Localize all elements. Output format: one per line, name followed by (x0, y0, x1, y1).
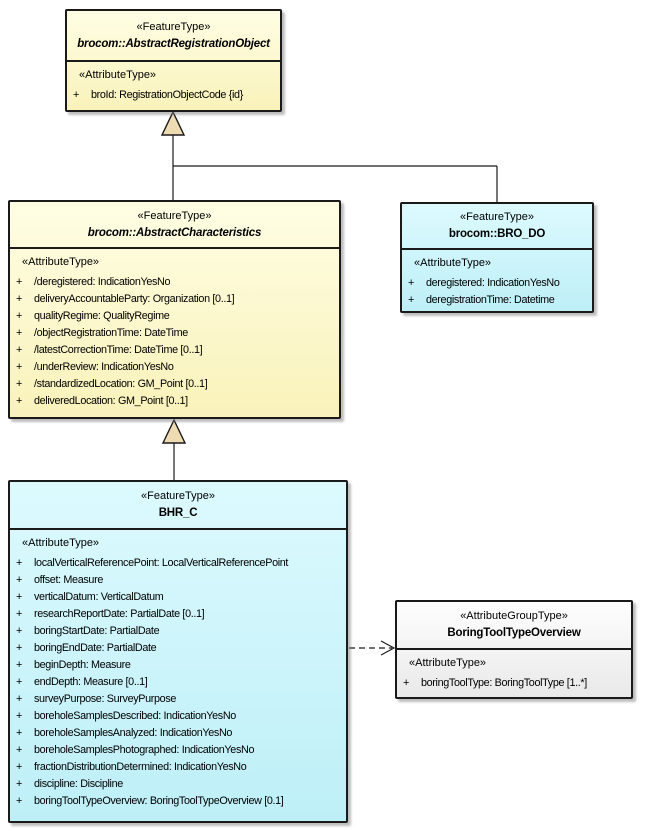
attribute-row (12, 555, 344, 572)
attribute-text: researchReportDate: PartialDate [0..1] (34, 608, 205, 620)
visibility-plus: + (408, 294, 415, 306)
class-name: BHR_C (158, 507, 198, 519)
attribute-row (12, 291, 337, 308)
class-boring-tool-type-overview[interactable] (395, 600, 633, 699)
attribute-list (12, 274, 337, 410)
attribute-text: /objectRegistrationTime: DateTime (34, 327, 188, 339)
class-stereotype: «FeatureType» (136, 20, 211, 33)
attribute-row (12, 793, 344, 810)
visibility-plus: + (408, 277, 415, 289)
visibility-plus: + (16, 574, 23, 586)
class-name: brocom::BRO_DO (448, 228, 546, 240)
generalization-triangle-icon (162, 112, 184, 135)
class-stereotype: «FeatureType» (460, 211, 534, 223)
attributes-compartment (10, 249, 339, 412)
attribute-row (12, 708, 344, 725)
attributes-compartment (10, 530, 346, 812)
attribute-text: qualityRegime: QualityRegime (34, 310, 170, 322)
class-abstract-registration-object[interactable] (65, 9, 282, 112)
class-stereotype: «FeatureType» (141, 490, 215, 502)
attribute-row (12, 342, 337, 359)
dependency-open-arrowhead-icon (381, 641, 394, 655)
visibility-plus: + (16, 778, 23, 790)
visibility-plus: + (16, 625, 23, 637)
visibility-plus: + (16, 361, 23, 373)
class-name: brocom::AbstractRegistrationObject (77, 37, 270, 50)
attributes-compartment (397, 650, 631, 694)
attribute-row (12, 274, 337, 291)
visibility-plus: + (16, 276, 23, 288)
visibility-plus: + (16, 693, 23, 705)
class-stereotype: «FeatureType» (137, 209, 212, 222)
attribute-row (12, 359, 337, 376)
attribute-list (12, 555, 344, 810)
visibility-plus: + (16, 293, 23, 305)
generalization-triangle-icon (163, 420, 185, 443)
visibility-plus: + (16, 795, 23, 807)
visibility-plus: + (16, 344, 23, 356)
attribute-list (399, 675, 629, 692)
attributes-compartment (67, 62, 280, 106)
visibility-plus: + (16, 378, 23, 390)
visibility-plus: + (16, 395, 23, 407)
class-stereotype: «AttributeGroupType» (460, 610, 568, 622)
class-header (67, 11, 280, 62)
class-header (402, 204, 592, 250)
attribute-row (399, 675, 629, 692)
attribute-text: endDepth: Measure [0..1] (34, 676, 148, 688)
attribute-text: offset: Measure (34, 574, 103, 586)
attribute-text: deregistrationTime: Datetime (426, 294, 555, 306)
class-abstract-characteristics[interactable] (8, 200, 341, 419)
visibility-plus: + (16, 642, 23, 654)
attribute-row (12, 606, 344, 623)
attribute-stereotype: «AttributeType» (22, 537, 100, 549)
visibility-plus: + (16, 557, 23, 569)
visibility-plus: + (16, 659, 23, 671)
attribute-row (12, 657, 344, 674)
attribute-text: fractionDistributionDetermined: IndicationYesNo (34, 761, 247, 773)
attribute-text: boreholeSamplesDescribed: IndicationYesNo (34, 710, 236, 722)
attribute-row (12, 393, 337, 410)
attribute-text: boreholeSamplesAnalyzed: IndicationYesNo (34, 727, 233, 739)
attribute-text: boreholeSamplesPhotographed: IndicationYesNo (34, 744, 255, 756)
attribute-row (12, 742, 344, 759)
visibility-plus: + (16, 744, 23, 756)
class-bhr-c[interactable] (8, 480, 348, 823)
attribute-text: broId: RegistrationObjectCode {id} (91, 89, 243, 101)
attribute-text: deregistered: IndicationYesNo (426, 277, 560, 289)
class-name: BoringToolTypeOverview (447, 627, 581, 639)
attribute-text: /latestCorrectionTime: DateTime [0..1] (34, 344, 203, 356)
class-header (397, 602, 631, 650)
attribute-text: discipline: Discipline (34, 778, 123, 790)
class-bro-do[interactable] (400, 202, 594, 313)
attribute-row (12, 623, 344, 640)
visibility-plus: + (16, 727, 23, 739)
attribute-stereotype: «AttributeType» (414, 257, 492, 269)
attribute-text: localVerticalReferencePoint: LocalVerticalReferencePoint (34, 557, 289, 569)
attribute-row (12, 691, 344, 708)
visibility-plus: + (16, 591, 23, 603)
attribute-row (12, 376, 337, 393)
attributes-compartment (402, 250, 592, 311)
visibility-plus: + (73, 89, 80, 101)
visibility-plus: + (16, 310, 23, 322)
class-header (10, 482, 346, 530)
attribute-list (69, 87, 278, 104)
attribute-stereotype: «AttributeType» (22, 256, 100, 268)
attribute-list (404, 275, 590, 309)
attribute-text: surveyPurpose: SurveyPurpose (34, 693, 177, 705)
attribute-text: /standardizedLocation: GM_Point [0..1] (34, 378, 208, 390)
attribute-row (12, 572, 344, 589)
visibility-plus: + (403, 677, 410, 689)
attribute-text: boringStartDate: PartialDate (34, 625, 160, 637)
attribute-text: boringToolType: BoringToolType [1..*] (421, 677, 587, 689)
attribute-text: verticalDatum: VerticalDatum (34, 591, 164, 603)
class-name: brocom::AbstractCharacteristics (87, 226, 262, 239)
class-header (10, 202, 339, 249)
attribute-text: boringEndDate: PartialDate (34, 642, 157, 654)
attribute-row (12, 759, 344, 776)
attribute-text: deliveryAccountableParty: Organization [0..1] (34, 293, 235, 305)
attribute-text: deliveredLocation: GM_Point [0..1] (34, 395, 188, 407)
attribute-row (404, 275, 590, 292)
attribute-row (12, 674, 344, 691)
attribute-stereotype: «AttributeType» (409, 657, 487, 669)
attribute-stereotype: «AttributeType» (79, 69, 157, 81)
attribute-row (404, 292, 590, 309)
visibility-plus: + (16, 676, 23, 688)
attribute-row (12, 640, 344, 657)
attribute-row (12, 776, 344, 793)
visibility-plus: + (16, 608, 23, 620)
attribute-text: /underReview: IndicationYesNo (34, 361, 174, 373)
visibility-plus: + (16, 710, 23, 722)
visibility-plus: + (16, 761, 23, 773)
attribute-row (12, 325, 337, 342)
visibility-plus: + (16, 327, 23, 339)
attribute-text: boringToolTypeOverview: BoringToolTypeOverview [0.1] (34, 795, 284, 807)
attribute-row (12, 589, 344, 606)
attribute-row (69, 87, 278, 104)
attribute-row (12, 308, 337, 325)
attribute-text: beginDepth: Measure (34, 659, 131, 671)
attribute-row (12, 725, 344, 742)
attribute-text: /deregistered: IndicationYesNo (34, 276, 171, 288)
